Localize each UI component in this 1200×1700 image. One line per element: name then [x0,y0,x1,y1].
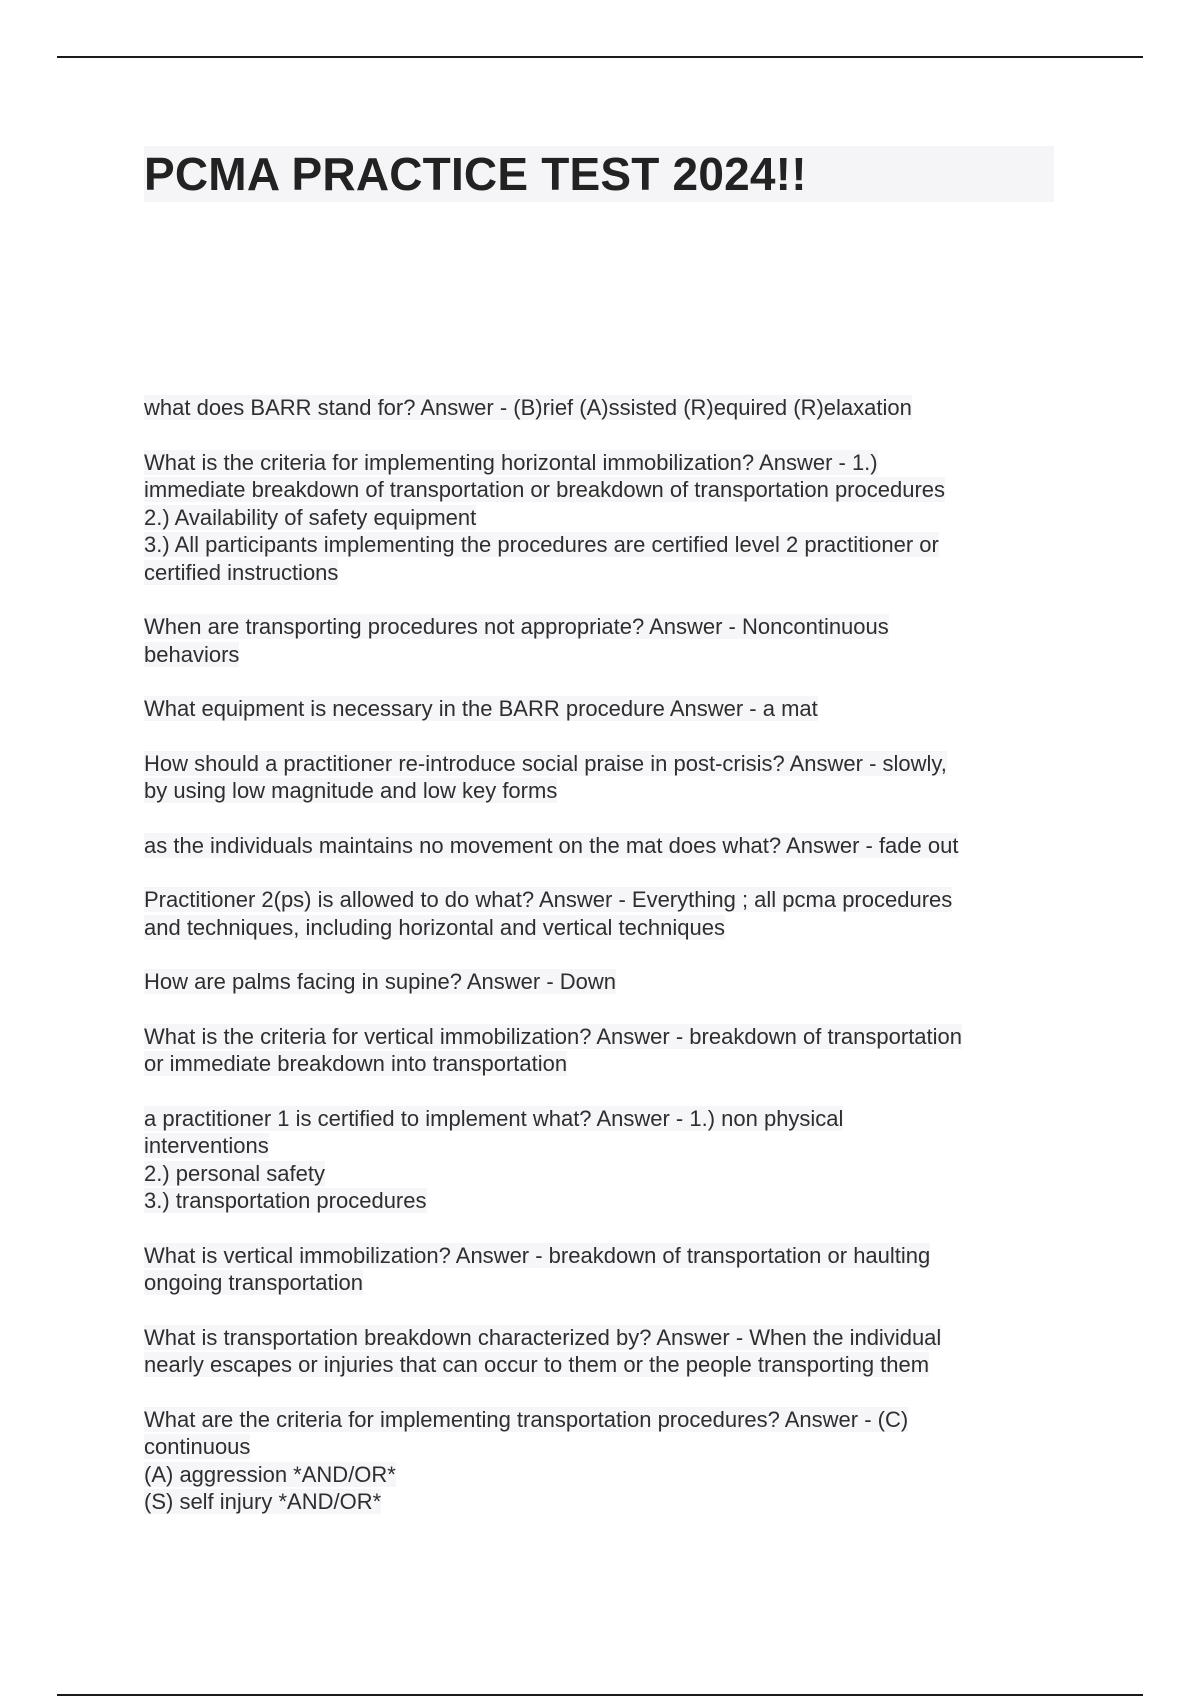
qa-line-text: (S) self injury *AND/OR* [144,1489,382,1514]
qa-line-text: How should a practitioner re-introduce social praise in post-crisis? Answer - slowly, [144,750,947,776]
qa-line-text: certified instructions [144,559,339,585]
qa-line-text: 3.) All participants implementing the procedures are certified level 2 practitioner or [144,532,939,557]
top-divider [57,56,1143,58]
qa-line [144,777,1064,805]
qa-line-text: What equipment is necessary in the BARR procedure Answer - a mat [144,696,818,721]
qa-line [144,1105,1064,1133]
qa-line-text: by using low magnitude and low key forms [144,778,558,803]
qa-line-text: interventions [144,1133,269,1158]
qa-item [144,832,1064,860]
qa-line [144,531,1064,559]
qa-item [144,1105,1064,1215]
qa-line-text: What is the criteria for vertical immobilization? Answer - breakdown of transportation [144,1023,963,1049]
qa-line [144,1050,1064,1078]
qa-line [144,1433,1064,1461]
qa-line-text: What are the criteria for implementing transportation procedures? Answer - (C) [144,1406,909,1432]
qa-line-text: What is the criteria for implementing horizontal immobilization? Answer - 1.) [144,449,878,475]
qa-line-text: 2.) Availability of safety equipment [144,504,477,530]
qa-line [144,1023,1064,1051]
qa-line-text: continuous [144,1434,251,1459]
qa-item [144,750,1064,805]
qa-item [144,968,1064,996]
qa-line [144,449,1064,477]
qa-line [144,1242,1064,1270]
qa-line [144,613,1064,641]
qa-item [144,695,1064,723]
qa-line-text: What is transportation breakdown characterized by? Answer - When the individual [144,1324,942,1350]
qa-line [144,1406,1064,1434]
qa-item [144,394,1064,422]
title-highlight [144,146,1054,202]
qa-line [144,504,1064,532]
qa-item [144,886,1064,941]
qa-line [144,886,1064,914]
qa-line-text: or immediate breakdown into transportation [144,1051,568,1076]
qa-item [144,1023,1064,1078]
qa-line-text: (A) aggression *AND/OR* [144,1461,396,1487]
qa-line [144,914,1064,942]
qa-line [144,968,1064,996]
qa-line [144,1160,1064,1188]
qa-line [144,695,1064,723]
qa-line-text: what does BARR stand for? Answer - (B)rief (A)ssisted (R)equired (R)elaxation [144,395,912,420]
qa-line [144,559,1064,587]
qa-item [144,1324,1064,1379]
qa-line-text: What is vertical immobilization? Answer - breakdown of transportation or haulting [144,1242,931,1268]
qa-line [144,1461,1064,1489]
qa-line-text: a practitioner 1 is certified to implement what? Answer - 1.) non physical [144,1105,844,1131]
bottom-divider [57,1694,1143,1696]
qa-line-text: as the individuals maintains no movement on the mat does what? Answer - fade out [144,832,959,858]
qa-line-text: 2.) personal safety [144,1160,325,1186]
qa-line [144,1132,1064,1160]
qa-line [144,1351,1064,1379]
qa-item [144,1406,1064,1516]
qa-item [144,449,1064,587]
qa-line-text: Practitioner 2(ps) is allowed to do what? Answer - Everything ; all pcma procedures [144,887,953,912]
qa-line [144,750,1064,778]
qa-item [144,1242,1064,1297]
qa-line [144,1187,1064,1215]
qa-line [144,832,1064,860]
qa-line-text: ongoing transportation [144,1270,363,1295]
question-answer-list [144,394,1064,1543]
qa-line-text: nearly escapes or injuries that can occur to them or the people transporting them [144,1352,930,1377]
qa-line [144,1324,1064,1352]
qa-line-text: 3.) transportation procedures [144,1188,427,1213]
qa-line [144,641,1064,669]
qa-line-text: How are palms facing in supine? Answer - Down [144,969,617,994]
qa-line [144,1269,1064,1297]
qa-item [144,613,1064,668]
qa-line-text: and techniques, including horizontal and vertical techniques [144,914,725,940]
qa-line-text: When are transporting procedures not appropriate? Answer - Noncontinuous [144,614,889,639]
qa-line-text: immediate breakdown of transportation or breakdown of transportation procedures [144,477,946,502]
qa-line [144,476,1064,504]
qa-line [144,394,1064,422]
page-title: PCMA PRACTICE TEST 2024!! [144,148,807,200]
qa-line [144,1488,1064,1516]
qa-line-text: behaviors [144,641,240,667]
